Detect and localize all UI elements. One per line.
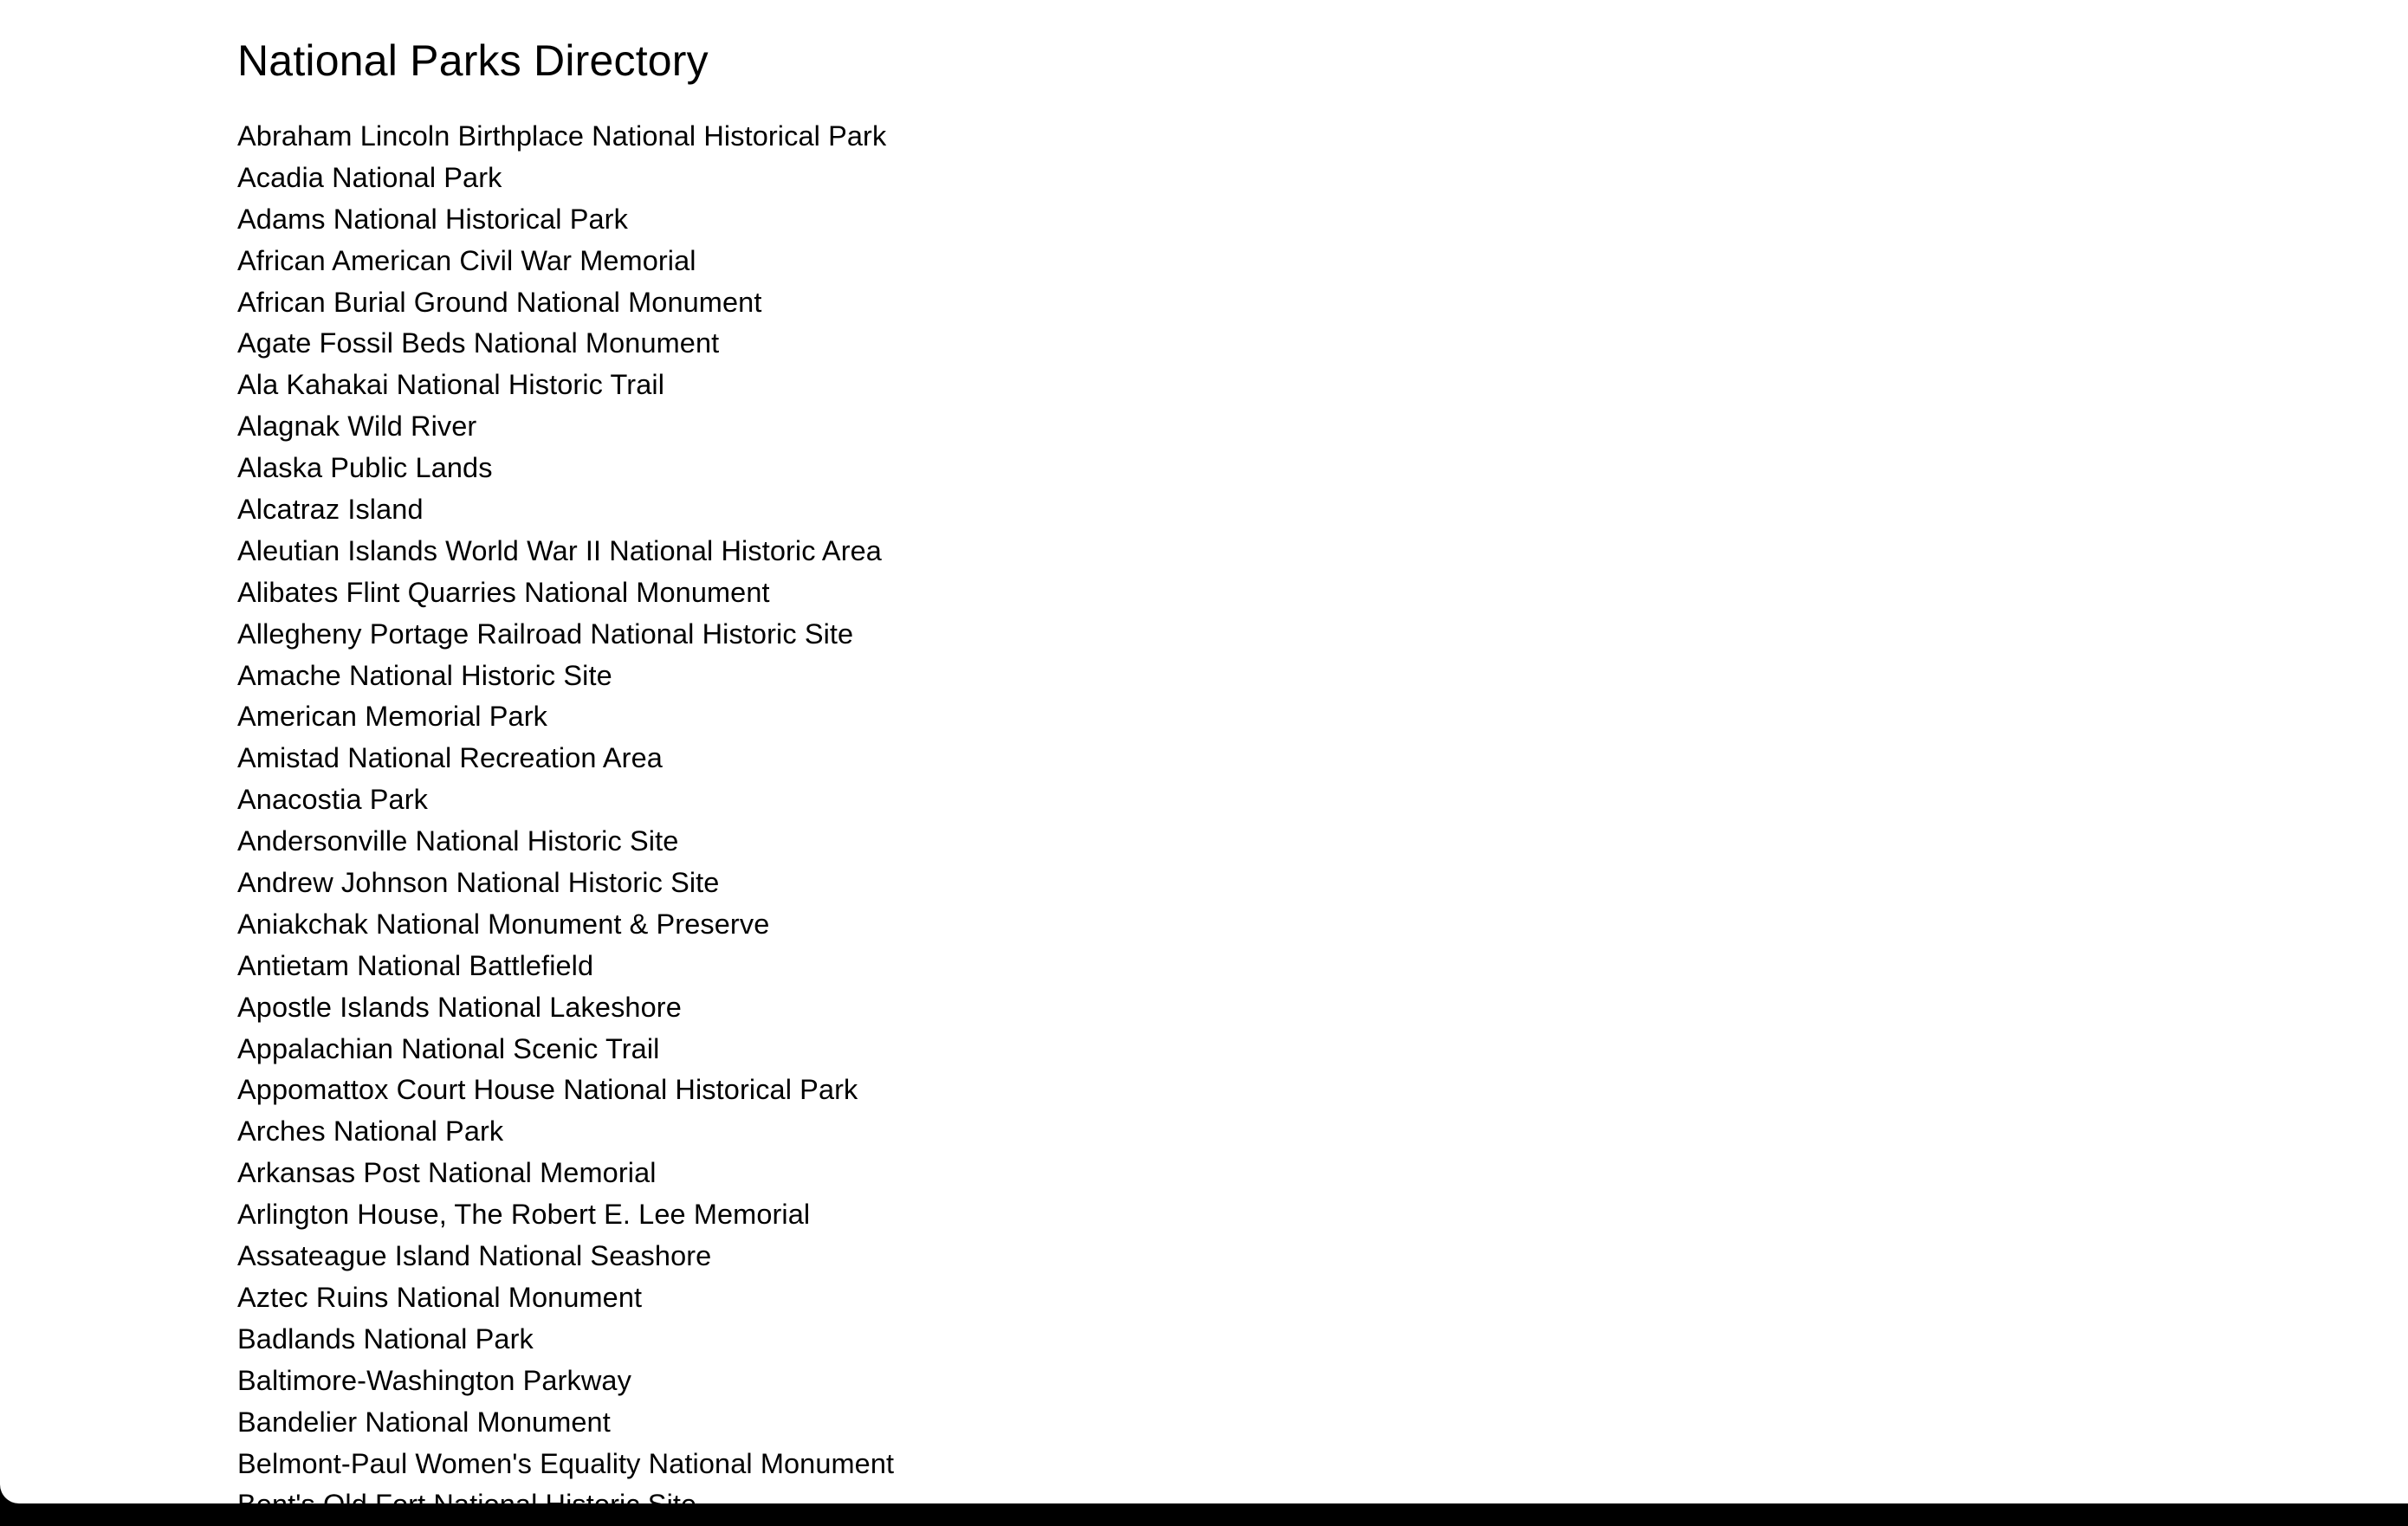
park-list: [237, 116, 894, 1526]
park-list-item[interactable]: Acadia National Park: [237, 161, 502, 193]
park-list-item[interactable]: Badlands National Park: [237, 1322, 534, 1355]
park-list-item[interactable]: Alibates Flint Quarries National Monument: [237, 576, 770, 608]
park-list-item[interactable]: American Memorial Park: [237, 701, 547, 733]
page-title: National Parks Directory: [237, 36, 709, 85]
park-list-item[interactable]: Andersonville National Historic Site: [237, 825, 679, 857]
park-list-item[interactable]: Amistad National Recreation Area: [237, 742, 663, 774]
park-list-item[interactable]: Aleutian Islands World War II National Historic Area: [237, 534, 882, 566]
park-list-item[interactable]: Agate Fossil Beds National Monument: [237, 327, 720, 359]
park-list-item[interactable]: Allegheny Portage Railroad National Historic Site: [237, 618, 854, 650]
park-list-item[interactable]: Apostle Islands National Lakeshore: [237, 991, 682, 1023]
park-list-item[interactable]: Anacostia Park: [237, 784, 428, 816]
park-list-item[interactable]: Assateague Island National Seashore: [237, 1240, 712, 1272]
park-list-item[interactable]: Aniakchak National Monument & Preserve: [237, 908, 770, 940]
park-list-item[interactable]: Appomattox Court House National Historical Park: [237, 1074, 858, 1106]
park-list-item[interactable]: Arkansas Post National Memorial: [237, 1157, 657, 1189]
park-list-item[interactable]: African Burial Ground National Monument: [237, 286, 762, 318]
park-list-item[interactable]: African American Civil War Memorial: [237, 244, 696, 276]
park-list-item[interactable]: Arches National Park: [237, 1115, 504, 1148]
park-list-item[interactable]: Arlington House, The Robert E. Lee Memorial: [237, 1199, 811, 1231]
park-list-item[interactable]: Antietam National Battlefield: [237, 949, 594, 981]
park-list-item[interactable]: Appalachian National Scenic Trail: [237, 1032, 660, 1064]
park-list-item[interactable]: Alaska Public Lands: [237, 452, 493, 484]
park-list-item[interactable]: Belmont-Paul Women's Equality National Monument: [237, 1447, 895, 1479]
park-list-item[interactable]: Adams National Historical Park: [237, 203, 628, 235]
park-list-item[interactable]: Alcatraz Island: [237, 494, 424, 526]
park-list-item[interactable]: Bandelier National Monument: [237, 1406, 611, 1438]
park-list-item[interactable]: Amache National Historic Site: [237, 659, 612, 691]
park-list-item[interactable]: Alagnak Wild River: [237, 411, 477, 443]
park-list-item[interactable]: Abraham Lincoln Birthplace National Historical Park: [237, 120, 887, 152]
park-list-item[interactable]: Ala Kahakai National Historic Trail: [237, 369, 665, 401]
park-list-item[interactable]: Andrew Johnson National Historic Site: [237, 867, 720, 899]
park-list-item[interactable]: Aztec Ruins National Monument: [237, 1281, 643, 1313]
park-list-item[interactable]: Baltimore-Washington Parkway: [237, 1364, 631, 1396]
park-list-item[interactable]: Bent's Old Fort National Historic Site: [237, 1489, 697, 1521]
